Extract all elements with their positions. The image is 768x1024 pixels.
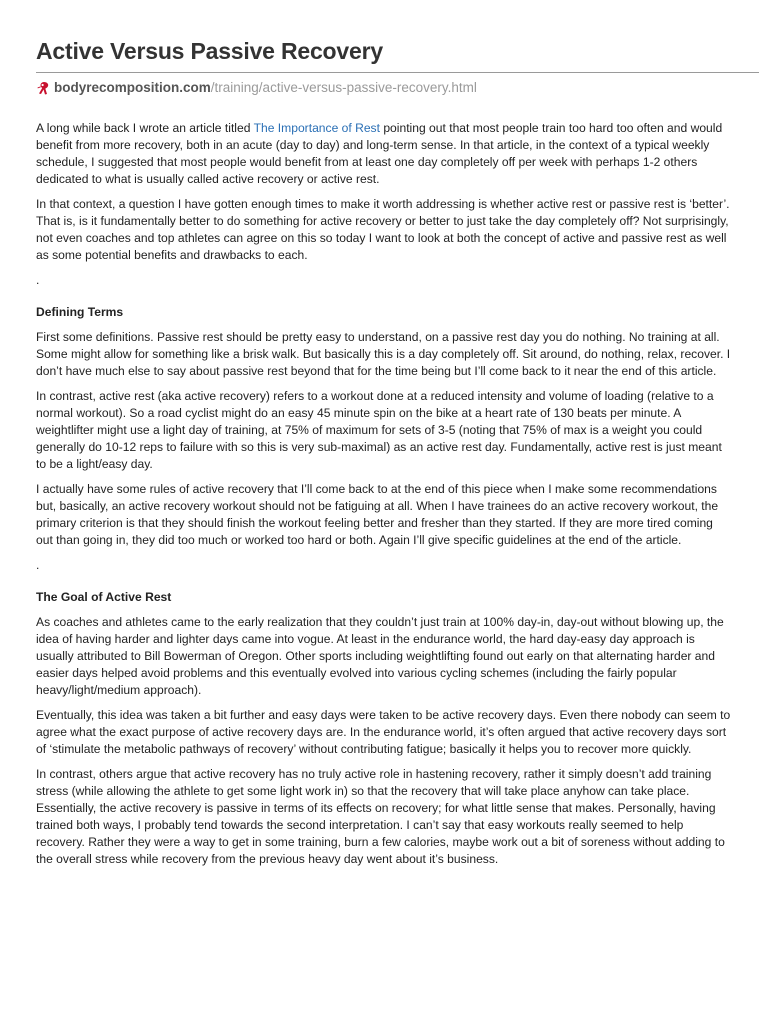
paragraph: Eventually, this idea was taken a bit further and easy days were taken to be active recovery days. Even there nobody can seem to agree what the exact purpose of active recovery days are. In the endurance world, it’s often argued that active recovery days sort of ‘stimulate the metabolic pathways of recovery’ without contributing fatigue; basically it helps you to recover more quickly. <box>36 708 731 756</box>
paragraph: First some definitions. Passive rest should be pretty easy to understand, on a passive rest day you do nothing. No training at all. Some might allow for something like a brisk walk. But basically this is a day completely off. Sit around, do nothing, relax, recover. I don’t have much else to say about passive rest beyond that for the time being but I’ll come back to it near the end of this article. <box>36 330 731 378</box>
section-separator: . <box>36 273 40 287</box>
paragraph <box>36 120 732 188</box>
article-title: Active Versus Passive Recovery <box>36 38 383 64</box>
source-domain[interactable]: bodyrecomposition.com <box>54 80 211 95</box>
paragraph-text: pointing out that most people train too hard too often and would benefit from more recovery, both in an acute (day to day) and long-term sense. In that article, in the context of a typical weekly schedule, I suggested that most people would benefit from at least one day completely off per week with perhaps 1-2 others dedicated to what is usually called active recovery or active rest. <box>36 121 723 186</box>
section-heading-defining-terms: Defining Terms <box>36 305 124 319</box>
source-path[interactable]: /training/active-versus-passive-recovery.html <box>210 80 477 95</box>
bodyrecomposition-logo-icon <box>36 80 52 96</box>
article-body <box>36 120 732 868</box>
importance-of-rest-link[interactable]: The Importance of Rest <box>253 121 380 135</box>
title-divider <box>36 72 759 73</box>
paragraph: In contrast, others argue that active recovery has no truly active role in hastening recovery, rather it simply doesn’t add training stress (while allowing the athlete to get some light work in) so that the recovery that will take place anyhow can take place. Essentially, the active recovery is passive in terms of its effects on recovery; for what little sense that makes. Personally, having trained both ways, I probably tend towards the second interpretation. I can’t say that easy workouts really seemed to help recovery. Rather they were a way to get in some training, burn a few calories, maybe work out a bit of soreness without adding to the overall stress while recovery from the previous heavy day went about it’s business. <box>36 767 725 866</box>
paragraph-text: A long while back I wrote an article titled <box>36 121 254 135</box>
section-heading-goal-of-active-rest: The Goal of Active Rest <box>36 590 172 604</box>
article-page <box>36 36 732 876</box>
paragraph: In contrast, active rest (aka active recovery) refers to a workout done at a reduced intensity and volume of loading (relative to a normal workout). So a road cyclist might do an easy 45 minute spin on the bike at a heart rate of 130 beats per minute. A weightlifter might use a light day of training, at 75% of maximum for sets of 3-5 (noting that 75% of max is a weight you could generally do 10-12 reps to failure with so this is very sub-maximal) as an active rest day. Fundamentally, active rest is just meant to be a light/easy day. <box>36 389 722 471</box>
source-line <box>36 78 732 98</box>
paragraph: As coaches and athletes came to the early realization that they couldn’t just train at 100% day-in, day-out without blowing up, the idea of having harder and lighter days came into vogue. At least in the endurance world, the hard day-easy day approach is usually attributed to Bill Bowerman of Oregon. Other sports including weightlifting found out early on that alternating harder and easier days helped avoid problems and this eventually evolved into various cycling schemes (including the fairly popular heavy/light/medium approach). <box>36 615 724 697</box>
section-separator: . <box>36 558 40 572</box>
paragraph: In that context, a question I have gotten enough times to make it worth addressing is whether active rest or passive rest is ‘better’. That is, is it fundamentally better to do something for active recovery or better to just take the day completely off? Not surprisingly, not even coaches and top athletes can agree on this so today I want to look at both the concept of active and passive rest as well as some potential benefits and drawbacks to each. <box>36 197 730 262</box>
paragraph: I actually have some rules of active recovery that I’ll come back to at the end of this piece when I make some recommendations but, basically, an active recovery workout should not be fatiguing at all. When I have trainees do an active recovery workout, the primary criterion is that they should finish the workout feeling better and fresher than they started. If they are more tired coming out than going in, they did too much or worked too hard or both. Again I’ll give specific guidelines at the end of the article. <box>36 482 719 547</box>
